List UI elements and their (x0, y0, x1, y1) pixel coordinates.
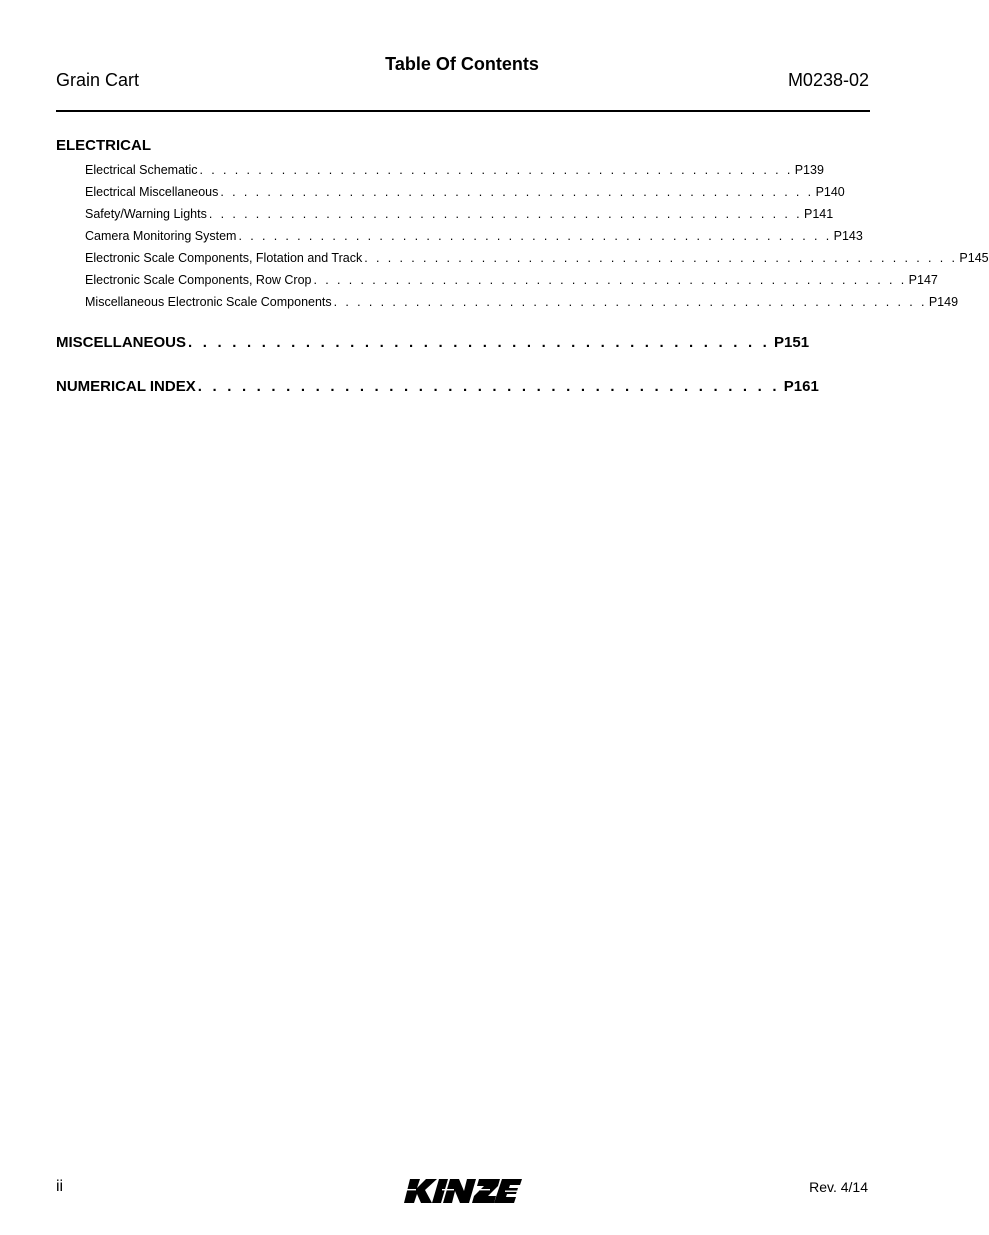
toc-entry-label: NUMERICAL INDEX (56, 378, 196, 395)
toc-entry-page: P161 (783, 378, 819, 395)
toc-entry-page: P141 (804, 207, 834, 221)
toc-entry[interactable] (85, 292, 959, 314)
header-divider (56, 110, 870, 112)
page-title: Table Of Contents (385, 54, 539, 74)
toc-entry[interactable] (85, 226, 863, 248)
toc-entry-page: P139 (794, 163, 824, 177)
footer-revision: Rev. 4/14 (809, 1179, 868, 1195)
toc-entry-page: P151 (774, 334, 810, 351)
header-manual-number: M0238-02 (787, 70, 869, 90)
toc-leader-dots: . . . . . . . . . . . . . . . . . . . . . . . . . . . . . . . . . . . . . . . . . . . . . . . . . . . (208, 207, 802, 221)
toc-entry-label: Safety/Warning Lights (85, 207, 207, 221)
toc-entry-page: P143 (833, 229, 863, 243)
kinze-logo (402, 1176, 522, 1206)
toc-entry[interactable] (85, 182, 845, 204)
toc-entry[interactable] (85, 270, 938, 292)
toc-leader-dots: . . . . . . . . . . . . . . . . . . . . . . . . . . . . . . . . . . . . . . . . . . . . . . . . . . . (238, 229, 832, 243)
toc-leader-dots: . . . . . . . . . . . . . . . . . . . . . . . . . . . . . . . . . . . . . . . . (197, 378, 780, 395)
toc-entry-page: P149 (928, 295, 959, 309)
toc-entry-label: Electronic Scale Components, Row Crop (85, 273, 312, 287)
toc-leader-dots: . . . . . . . . . . . . . . . . . . . . . . . . . . . . . . . . . . . . . . . . . . . . . . . . . . . (220, 185, 814, 199)
toc-entry-label: Electronic Scale Components, Flotation and Track (85, 251, 363, 265)
toc-entry-label: MISCELLANEOUS (56, 334, 187, 351)
toc-entry-miscellaneous[interactable] (56, 333, 810, 353)
toc-entry-label: Electrical Miscellaneous (85, 185, 219, 199)
electrical-toc-list (85, 160, 989, 314)
toc-leader-dots: . . . . . . . . . . . . . . . . . . . . . . . . . . . . . . . . . . . . . . . . . . . . . . . . . . . (333, 295, 927, 309)
toc-entry[interactable] (85, 204, 834, 226)
toc-entry-page: P147 (908, 273, 938, 287)
header-product-name: Grain Cart (56, 70, 140, 90)
toc-entry-label: Miscellaneous Electronic Scale Components (85, 295, 332, 309)
toc-entry-page: P140 (815, 185, 845, 199)
toc-entry-label: Electrical Schematic (85, 163, 198, 177)
toc-entry[interactable] (85, 248, 989, 270)
toc-entry[interactable] (85, 160, 824, 182)
footer-page-number: ii (56, 1178, 64, 1195)
toc-entry-numerical-index[interactable] (56, 377, 819, 397)
toc-entry-page: P145 (959, 251, 989, 265)
toc-leader-dots: . . . . . . . . . . . . . . . . . . . . . . . . . . . . . . . . . . . . . . . . (188, 334, 771, 351)
toc-leader-dots: . . . . . . . . . . . . . . . . . . . . . . . . . . . . . . . . . . . . . . . . . . . . . . . . . . . (313, 273, 907, 287)
toc-leader-dots: . . . . . . . . . . . . . . . . . . . . . . . . . . . . . . . . . . . . . . . . . . . . . . . . . . . (364, 251, 958, 265)
toc-leader-dots: . . . . . . . . . . . . . . . . . . . . . . . . . . . . . . . . . . . . . . . . . . . . . . . . . . . (199, 163, 793, 177)
section-heading-electrical: ELECTRICAL (56, 137, 151, 154)
toc-entry-label: Camera Monitoring System (85, 229, 237, 243)
